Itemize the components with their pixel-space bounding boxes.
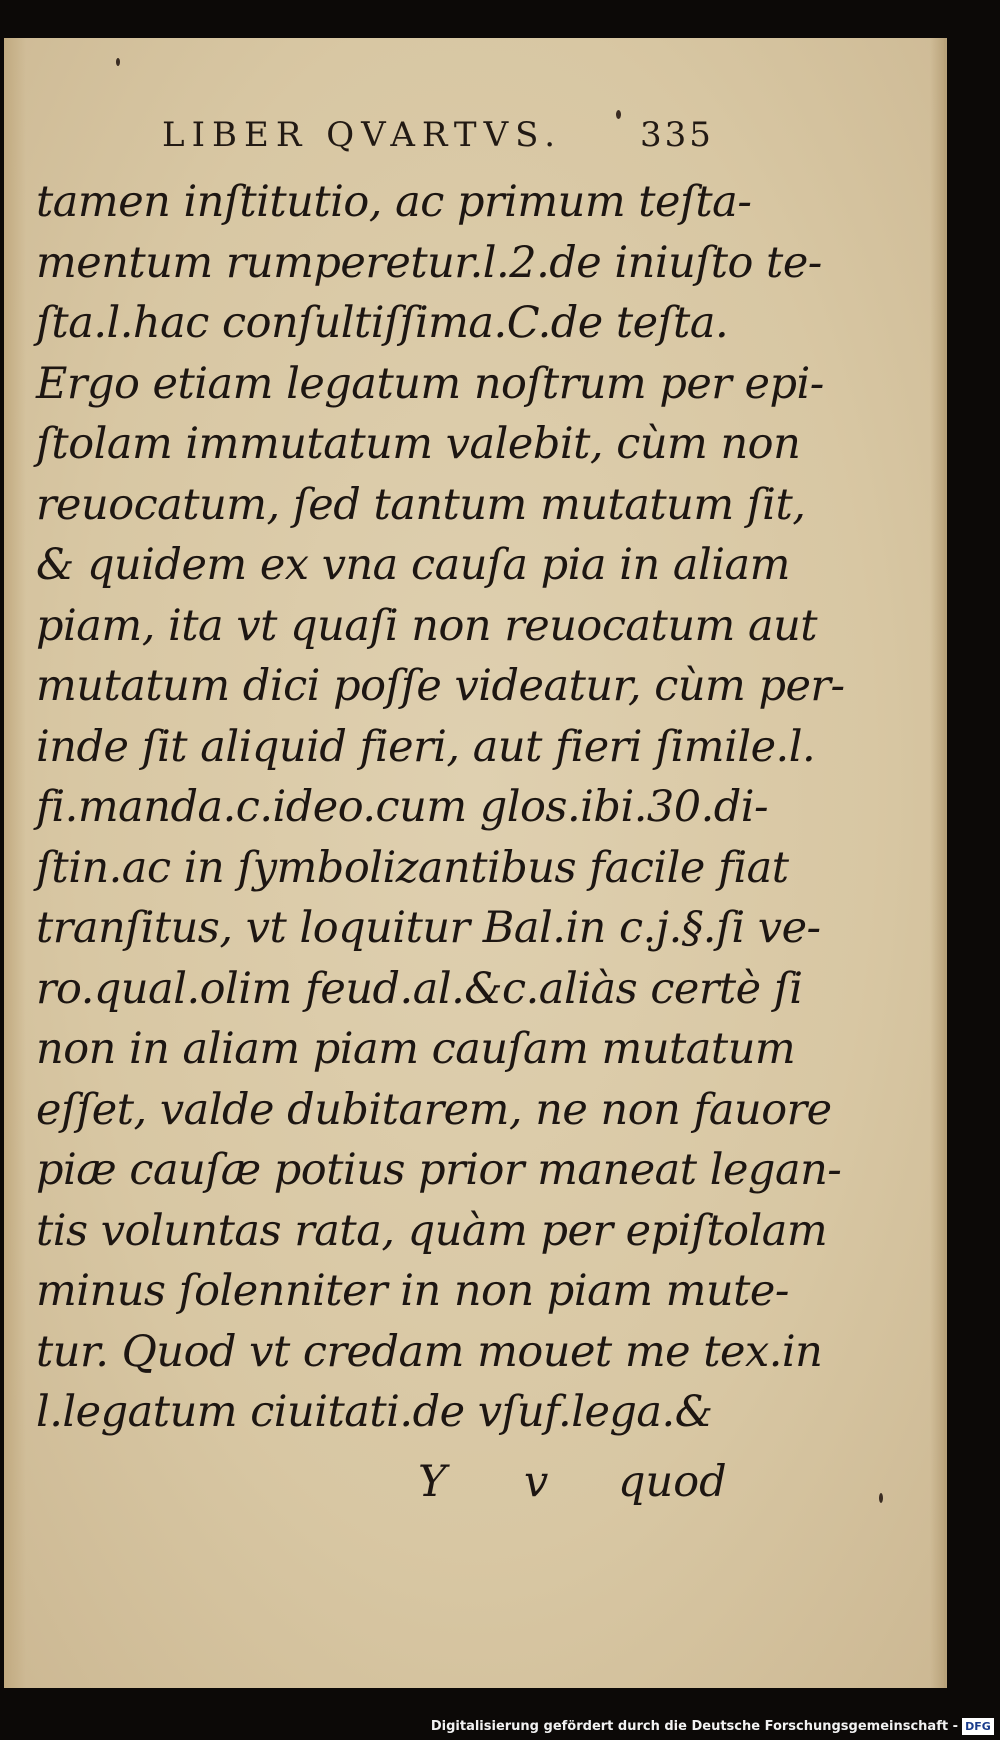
text-line: non in aliam piam cauſam mutatum: [36, 1024, 796, 1074]
body-text: [36, 172, 845, 1443]
text-line: tranſitus, vt loquitur Bal.in c.j.§.ſi ve-: [36, 903, 821, 953]
text-line: inde ſit aliquid fieri, aut fieri ſimile.l.: [36, 721, 816, 772]
text-line: fi.manda.c.ideo.cum glos.ibi.30.di-: [36, 782, 769, 832]
text-line: tis voluntas rata, quàm per epiſtolam: [36, 1205, 828, 1256]
text-line: ſtolam immutatum valebit, cùm non: [36, 419, 801, 469]
text-line: reuocatum, ſed tantum mutatum ſit,: [36, 479, 806, 530]
text-line: Ergo etiam legatum noſtrum per epi-: [36, 358, 824, 409]
text-line: ſta.l.hac conſultiſſima.C.de teſta.: [36, 298, 729, 348]
text-line: eſſet, valde dubitarem, ne non fauore: [36, 1084, 832, 1135]
page-number: 335: [640, 115, 714, 155]
funding-credit: Digitalisierung gefördert durch die Deutsche Forschungsgemeinschaft -: [430, 1719, 958, 1734]
digitization-footer: [0, 1716, 1000, 1740]
text-line: ro.qual.olim feud.al.&c.aliàs certè ſi: [36, 963, 803, 1014]
ink-speck: [116, 58, 120, 66]
text-line: mentum rumperetur.l.2.de iniuſto te-: [36, 237, 822, 288]
page-edge: [930, 38, 944, 1688]
signature-mark: Y: [418, 1457, 447, 1507]
text-line: piam, ita vt quaſi non reuocatum aut: [36, 600, 818, 651]
signature-line: [36, 1457, 727, 1517]
text-line: ſtin.ac in ſymbolizantibus facile fiat: [36, 842, 789, 893]
text-line: piæ cauſæ potius prior maneat legan-: [36, 1145, 842, 1195]
text-line: tamen inſtitutio, ac primum teſta-: [36, 177, 752, 227]
text-line: minus ſolenniter in non piam mute-: [36, 1266, 789, 1316]
ink-speck: [879, 1493, 883, 1503]
running-head: [162, 115, 762, 171]
text-line: & quidem ex vna cauſa pia in aliam: [36, 540, 790, 590]
running-head-title: LIBER QVARTVS.: [162, 115, 563, 155]
text-line: tur. Quod vt credam mouet me tex.in: [36, 1326, 823, 1377]
text-line: l.legatum ciuitati.de vſuf.lega.&: [36, 1387, 713, 1437]
text-line: mutatum dici poſſe videatur, cùm per-: [36, 661, 845, 711]
signature-mark: v: [524, 1457, 549, 1507]
gutter-shadow: [4, 38, 26, 1688]
dfg-logo-icon: DFG: [962, 1718, 994, 1735]
catchword: quod: [618, 1457, 727, 1507]
